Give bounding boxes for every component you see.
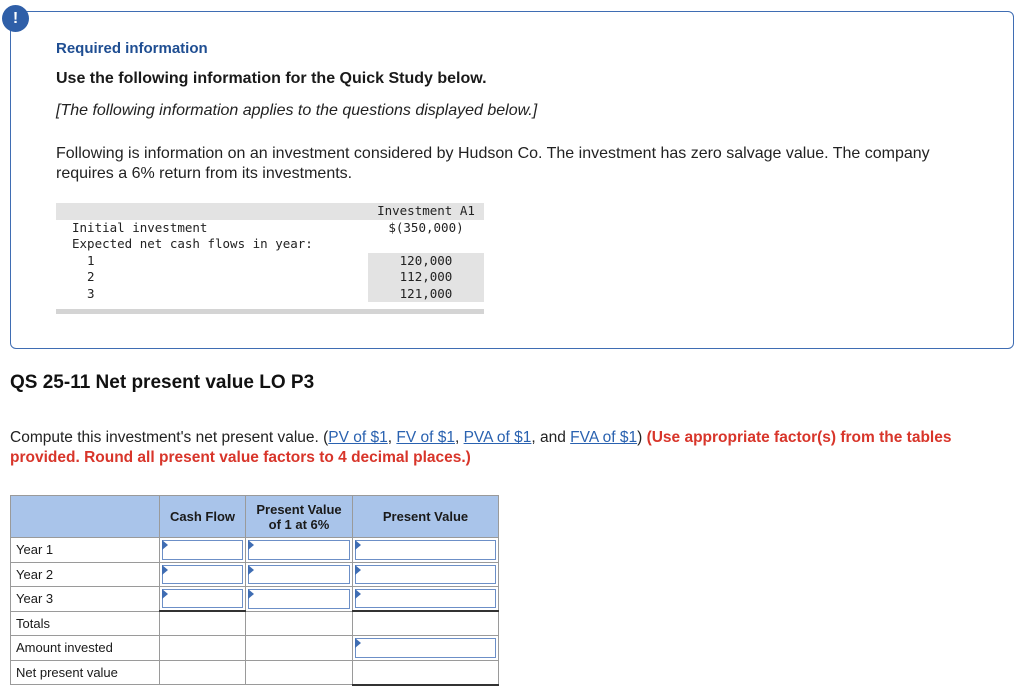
pv-factor-input[interactable] <box>246 538 353 563</box>
investment-row-label: 2 <box>72 269 95 284</box>
pv-of-1-link[interactable]: PV of $1 <box>328 429 388 446</box>
alert-icon: ! <box>2 5 29 32</box>
investment-row <box>56 236 484 253</box>
table-row <box>11 562 499 587</box>
npv-worksheet-table <box>10 495 499 686</box>
prompt-separator: , <box>454 429 464 446</box>
instruction-text: (Use appropriate factor(s) from the tables provided. Round all present value factors to 4 decimal places.) <box>10 429 952 466</box>
present-value-input[interactable] <box>353 587 499 612</box>
row-label: Amount invested <box>11 636 160 661</box>
investment-header-row <box>56 203 484 220</box>
info-paragraph: Following is information on an investment considered by Hudson Co. The investment has zero salvage value. The company requires a 6% return from its investments. <box>56 145 930 182</box>
cash-flow-total <box>160 611 246 636</box>
table-row <box>11 538 499 563</box>
fv-of-1-link[interactable]: FV of $1 <box>396 429 455 446</box>
header-blank <box>11 496 160 538</box>
cash-flow-input[interactable] <box>160 562 246 587</box>
present-value-total <box>353 611 499 636</box>
present-value-input[interactable] <box>353 562 499 587</box>
investment-row-value: $(350,000) <box>388 219 464 235</box>
required-information-label: Required information <box>56 40 208 57</box>
pv-factor-input[interactable] <box>246 587 353 612</box>
applies-note: [The following information applies to the questions displayed below.] <box>56 102 538 119</box>
net-present-value-output <box>353 660 499 685</box>
investment-row <box>56 220 484 237</box>
investment-row <box>56 286 484 303</box>
row-label: Year 1 <box>11 538 160 563</box>
pv-factor-blank <box>246 636 353 661</box>
question-title: QS 25-11 Net present value LO P3 <box>10 372 315 393</box>
header-present-value: Present Value <box>353 496 499 538</box>
table-row <box>11 587 499 612</box>
investment-row <box>56 269 484 286</box>
investment-row-value: 120,000 <box>368 253 484 270</box>
question-prompt <box>10 428 1010 468</box>
investment-column-header: Investment A1 <box>377 203 475 218</box>
table-row <box>11 660 499 685</box>
cash-flow-blank <box>160 636 246 661</box>
table-row <box>11 611 499 636</box>
investment-row-label: Expected net cash flows in year: <box>72 236 313 251</box>
investment-row-label: 3 <box>72 285 95 301</box>
header-pv-factor: Present Value of 1 at 6% <box>246 496 353 538</box>
investment-row <box>56 253 484 270</box>
prompt-text: Compute this investment's net present value. ( <box>10 429 329 446</box>
header-cash-flow: Cash Flow <box>160 496 246 538</box>
investment-table <box>56 203 484 302</box>
prompt-close: ) <box>637 429 647 446</box>
investment-row-label: 1 <box>72 252 95 268</box>
pv-factor-blank <box>246 611 353 636</box>
amount-invested-input[interactable] <box>353 636 499 661</box>
row-label: Totals <box>11 611 160 636</box>
present-value-input[interactable] <box>353 538 499 563</box>
cash-flow-blank <box>160 660 246 685</box>
investment-row-value: 121,000 <box>368 286 484 303</box>
fva-of-1-link[interactable]: FVA of $1 <box>570 429 638 446</box>
pv-factor-blank <box>246 660 353 685</box>
investment-table-footer-bar <box>56 309 484 314</box>
pv-factor-input[interactable] <box>246 562 353 587</box>
pva-of-1-link[interactable]: PVA of $1 <box>463 429 532 446</box>
cash-flow-input[interactable] <box>160 538 246 563</box>
row-label: Year 2 <box>11 562 160 587</box>
investment-row-value: 112,000 <box>368 269 484 286</box>
prompt-separator: , and <box>531 429 571 446</box>
row-label: Year 3 <box>11 587 160 612</box>
info-heading: Use the following information for the Quick Study below. <box>56 70 487 87</box>
row-label: Net present value <box>11 660 160 685</box>
table-row <box>11 636 499 661</box>
investment-row-label: Initial investment <box>72 219 208 235</box>
cash-flow-input[interactable] <box>160 587 246 612</box>
prompt-separator: , <box>387 429 397 446</box>
